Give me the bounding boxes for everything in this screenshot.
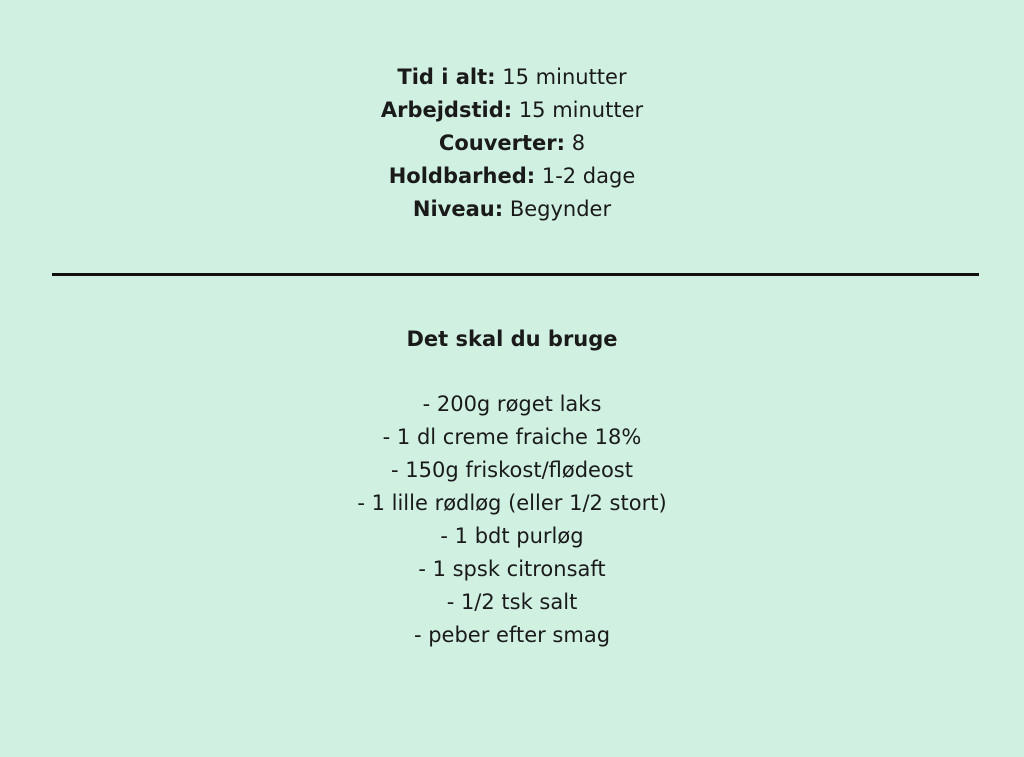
ingredient-item: - 200g røget laks xyxy=(422,392,602,416)
ingredients-title: Det skal du bruge xyxy=(406,327,618,351)
meta-row-work-time xyxy=(0,94,1024,127)
meta-label: Arbejdstid: xyxy=(380,98,513,122)
meta-label: Tid i alt: xyxy=(397,65,496,89)
meta-label: Couverter: xyxy=(438,131,566,155)
meta-value: Begynder xyxy=(509,197,612,221)
ingredient-item: - 1/2 tsk salt xyxy=(446,590,578,614)
section-divider xyxy=(52,273,979,276)
meta-row-total-time xyxy=(0,61,1024,94)
ingredient-item: - 1 spsk citronsaft xyxy=(418,557,606,581)
ingredient-item: - 1 dl creme fraiche 18% xyxy=(382,425,642,449)
meta-value: 1-2 dage xyxy=(541,164,636,188)
meta-value: 8 xyxy=(571,131,586,155)
ingredient-item: - 1 bdt purløg xyxy=(440,524,584,548)
meta-row-servings xyxy=(0,127,1024,160)
meta-value: 15 minutter xyxy=(502,65,627,89)
meta-row-level xyxy=(0,193,1024,226)
ingredient-item: - peber efter smag xyxy=(413,623,611,647)
meta-label: Niveau: xyxy=(412,197,504,221)
meta-value: 15 minutter xyxy=(518,98,644,122)
ingredient-item: - 1 lille rødløg (eller 1/2 stort) xyxy=(357,491,667,515)
ingredients-list xyxy=(0,388,1024,652)
ingredient-item: - 150g friskost/flødeost xyxy=(390,458,633,482)
meta-row-shelf-life xyxy=(0,160,1024,193)
meta-label: Holdbarhed: xyxy=(388,164,536,188)
recipe-meta xyxy=(0,61,1024,226)
